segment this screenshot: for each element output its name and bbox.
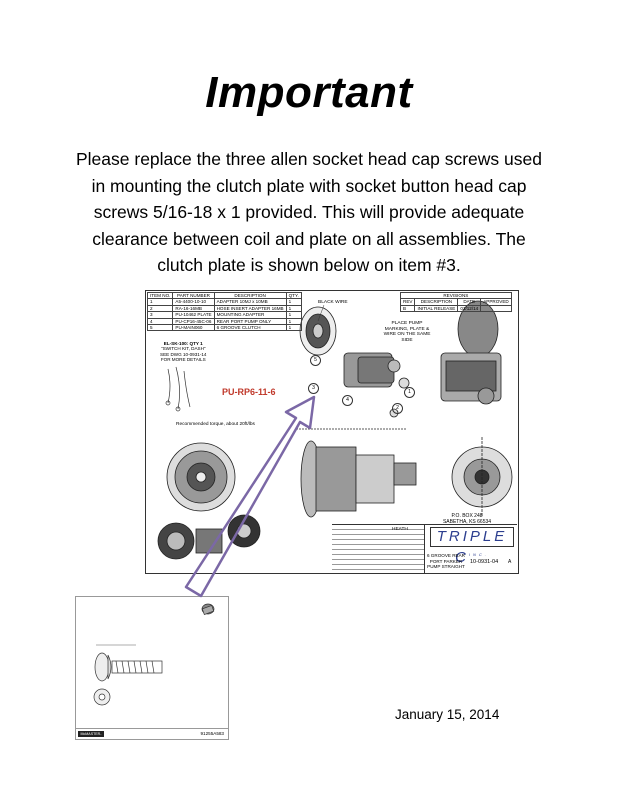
document-date: January 15, 2014	[395, 707, 500, 722]
note-line: EL-SK-100: QTY 1	[163, 341, 203, 346]
cell: REAR PORT PUMP ONLY	[214, 318, 286, 324]
note-line: FOR MORE DETAILS	[160, 357, 206, 363]
logo-text: TRIPLE C	[436, 528, 508, 566]
note-line: "SWITCH KIT, DASH"	[160, 346, 206, 352]
cell: ADAPTER 10MJ x 10MB	[214, 299, 286, 305]
engineering-drawing	[145, 290, 519, 574]
logo-sub: INC.	[468, 552, 489, 557]
note-line: WIRE ON THE SAME	[383, 332, 431, 338]
instruction-line: screws 5/16-18 x 1 provided. This will provide adequate	[93, 202, 525, 222]
instruction-line: Please replace the three allen socket head cap screws used	[76, 149, 542, 169]
cell: 1	[286, 305, 301, 311]
cell: MOUNTING ADAPTER	[214, 312, 286, 318]
cell: 01/12/14	[458, 305, 481, 311]
screw-artwork	[76, 597, 228, 739]
cell: 6 GROOVE CLUTCH	[214, 325, 286, 331]
cell: 3	[148, 312, 173, 318]
note-line: SEE DWG 10-0931-14	[160, 351, 207, 357]
cell: HOSE INSERT ADAPTER 16MB	[214, 305, 286, 311]
cell: RA-16-16MB	[173, 305, 214, 311]
page-heading: Important	[205, 68, 413, 117]
cell: 5	[148, 325, 173, 331]
cell: A5-4400-10-10	[173, 299, 214, 305]
note-line: SIDE	[401, 337, 413, 343]
table-row	[401, 305, 512, 311]
torque-note: Recommended torque, about 20ft/lbs	[176, 422, 255, 427]
instruction-line: clearance between coil and plate on all assemblies. The	[92, 228, 526, 249]
desc-line: 6 GROOVE REAR	[426, 553, 466, 558]
cell: 1	[286, 312, 301, 318]
note-line: PLACE PUMP	[391, 321, 423, 326]
cell	[481, 305, 512, 311]
cell: 4	[148, 318, 173, 324]
cell: 1	[286, 318, 301, 324]
callout-4: 4	[342, 395, 353, 406]
callout-5: 5	[310, 355, 321, 366]
col-rev-description: DESCRIPTION	[415, 299, 458, 305]
revision-caption: REVISIONS	[401, 293, 512, 299]
col-approved: APPROVED	[481, 299, 512, 305]
parts-table	[147, 292, 302, 331]
cell: 2	[148, 305, 173, 311]
address-line: SABETHA, KS 66534	[442, 519, 492, 525]
cell: PU-CP16-45C-06	[173, 318, 214, 324]
callout-3: 3	[308, 383, 319, 394]
col-date: DATE	[458, 299, 481, 305]
address-line: P.O. BOX 248	[451, 513, 483, 519]
instruction-line: clutch plate is shown below on item #3.	[157, 255, 461, 275]
col-rev: REV	[401, 299, 415, 305]
black-wire-label: BLACK WIRE	[318, 300, 348, 305]
drawing-description	[426, 553, 466, 570]
sheet-size: A	[508, 559, 512, 565]
cell: 1	[148, 299, 173, 305]
screw-inset-drawing	[75, 596, 229, 740]
title-block-grid	[332, 525, 425, 573]
desc-line: PUMP STRAIGHT	[427, 564, 465, 570]
drawing-number: 10-0931-04	[470, 559, 499, 565]
revision-table	[400, 292, 512, 312]
drawn-by: HEATH	[392, 527, 408, 532]
cell: PU-10462 PLATE	[173, 312, 214, 318]
switch-kit-note	[160, 341, 206, 363]
col-description: DESCRIPTION	[214, 293, 286, 299]
assembly-part-number: PU-RP6-11-6	[222, 387, 276, 397]
supplier-logo: McMASTER-CARR	[78, 731, 104, 737]
cell: B	[401, 305, 415, 311]
cell: 1	[286, 325, 301, 331]
col-qty: QTY.	[286, 293, 301, 299]
cell: PU-MAIN060	[173, 325, 214, 331]
instruction-paragraph	[40, 146, 578, 279]
inset-footer	[76, 728, 228, 739]
pump-placement-note	[376, 321, 438, 343]
col-part-number: PART NUMBER	[173, 293, 214, 299]
company-address	[437, 513, 497, 525]
col-item-no: ITEM NO.	[148, 293, 173, 299]
title-block	[332, 513, 517, 573]
cell: INITIAL RELEASE	[415, 305, 458, 311]
callout-2: 2	[392, 403, 403, 414]
supplier-part-number: 91255A583	[200, 731, 224, 736]
callout-1: 1	[404, 387, 415, 398]
instruction-line: in mounting the clutch plate with socket button head cap	[91, 175, 527, 196]
desc-line: PORT PARKER	[429, 558, 463, 564]
table-row	[148, 325, 302, 331]
cell: 1	[286, 299, 301, 305]
note-line: MARKING, PLATE &	[384, 326, 430, 332]
